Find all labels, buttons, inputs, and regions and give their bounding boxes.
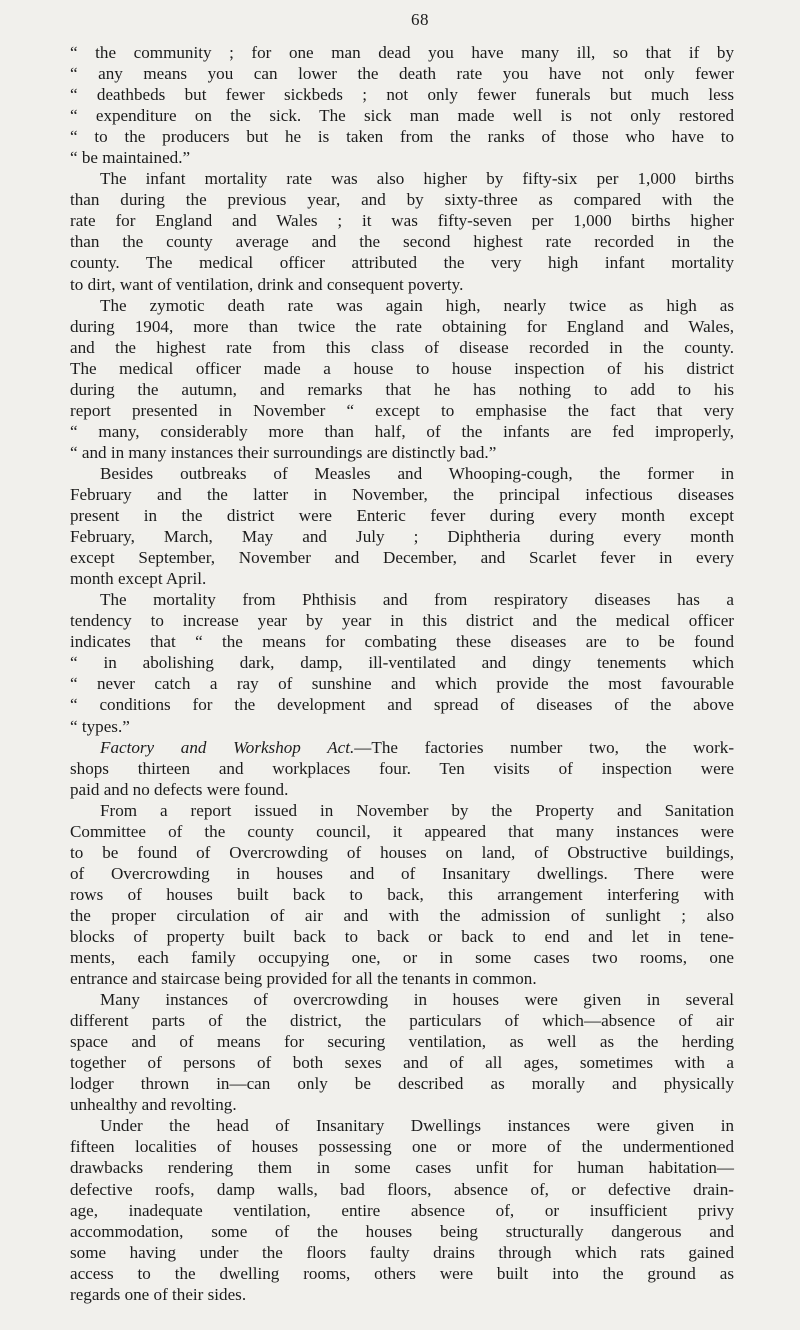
text-line: regards one of their sides. (70, 1284, 247, 1304)
text-line: “ types.” (70, 716, 130, 736)
text-line: rows of houses built back to back, this arrangement interfering with (70, 884, 734, 904)
text-line: The medical officer made a house to house inspection of his district (70, 358, 734, 378)
text-line: entrance and staircase being provided for all the tenants in common. (70, 969, 537, 989)
text-line: month except April. (70, 569, 207, 589)
text-line: report presented in November “ except to emphasise the fact that very (70, 400, 734, 420)
text-line: “ conditions for the development and spread of diseases of the above (70, 695, 734, 715)
text-line: than the county average and the second highest rate recorded in the (70, 232, 734, 252)
text-line: different parts of the district, the particulars of which—absence of air (70, 1011, 734, 1031)
text-fragment: —The factories number two, the work- (354, 737, 735, 757)
paragraph-infant-mortality (70, 168, 734, 294)
paragraph-zymotic-death-rate (70, 295, 734, 463)
text-line: unhealthy and revolting. (70, 1095, 237, 1115)
text-line: than during the previous year, and by sixty-three as compared with the (70, 190, 734, 210)
paragraph-phthisis-mortality (70, 589, 734, 736)
text-line: The zymotic death rate was again high, nearly twice as high as (100, 295, 734, 315)
text-line: except September, November and December, and Scarlet fever in every (70, 548, 734, 568)
text-line: space and of means for securing ventilation, as well as the herding (70, 1032, 734, 1052)
text-line: paid and no defects were found. (70, 779, 289, 799)
text-line: during 1904, more than twice the rate obtaining for England and Wales, (70, 316, 734, 336)
text-line: The mortality from Phthisis and from respiratory diseases has a (100, 590, 734, 610)
text-line: Under the head of Insanitary Dwellings instances were given in (100, 1116, 734, 1136)
text-line: “ to the producers but he is taken from the ranks of those who have to (70, 127, 734, 147)
text-line: to be found of Overcrowding of houses on land, of Obstructive buildings, (70, 842, 734, 862)
text-line: drawbacks rendering them in some cases unfit for human habitation— (70, 1158, 734, 1178)
text-line: rate for England and Wales ; it was fifty-seven per 1,000 births higher (70, 211, 734, 231)
text-line: “ deathbeds but fewer sickbeds ; not only fewer funerals but much less (70, 85, 734, 105)
text-line: to dirt, want of ventilation, drink and consequent poverty. (70, 274, 464, 294)
text-line: “ and in many instances their surroundings are distinctly bad.” (70, 442, 497, 462)
page-number: 68 (411, 10, 429, 29)
text-line: defective roofs, damp walls, bad floors, absence of, or defective drain- (70, 1179, 734, 1199)
text-line: indicates that “ the means for combating these diseases are to be found (70, 632, 734, 652)
text-line: “ never catch a ray of sunshine and which provide the most favourable (70, 674, 734, 694)
text-line: access to the dwelling rooms, others were built into the ground as (70, 1263, 734, 1283)
text-line: The infant mortality rate was also higher by fifty-six per 1,000 births (100, 169, 734, 189)
paragraph-overcrowding (70, 989, 734, 1115)
text-line: Besides outbreaks of Measles and Whooping-cough, the former in (100, 463, 734, 483)
text-line: fifteen localities of houses possessing one or more of the undermentioned (70, 1137, 734, 1157)
text-line: ments, each family occupying one, or in some cases two rooms, one (70, 948, 734, 968)
paragraph-property-sanitation-report (70, 800, 734, 989)
text-line: “ the community ; for one man dead you have many ill, so that if by (70, 43, 734, 62)
text-line: accommodation, some of the houses being structurally dangerous and (70, 1221, 734, 1241)
text-line: “ any means you can lower the death rate you have not only fewer (70, 64, 734, 84)
section-heading: Factory and Workshop Act. (100, 737, 355, 757)
text-line: blocks of property built back to back or back to end and let in tene- (70, 926, 734, 946)
text-line: and the highest rate from this class of disease recorded in the county. (70, 337, 734, 357)
text-line: tendency to increase year by year in this district and the medical officer (70, 611, 734, 631)
paragraph-insanitary-dwellings (70, 1115, 734, 1304)
text-line: age, inadequate ventilation, entire absence of, or insufficient privy (70, 1200, 734, 1220)
text-line: From a report issued in November by the Property and Sanitation (100, 800, 734, 820)
text-line: the proper circulation of air and with the admission of sunlight ; also (70, 905, 734, 925)
text-line: shops thirteen and workplaces four. Ten visits of inspection were (70, 758, 734, 778)
text-line: Many instances of overcrowding in houses were given in several (100, 990, 734, 1010)
paragraph-infectious-diseases (70, 463, 734, 589)
text-line: together of persons of both sexes and of all ages, sometimes with a (70, 1053, 734, 1073)
text-line: some having under the floors faulty drains through which rats gained (70, 1242, 734, 1262)
text-line: “ expenditure on the sick. The sick man made well is not only restored (70, 106, 734, 126)
paragraph-factory-workshop-act (70, 737, 734, 800)
text-line: present in the district were Enteric fever during every month except (70, 506, 734, 526)
text-line: county. The medical officer attributed the very high infant mortality (70, 253, 734, 273)
paragraph-quote-continuation (70, 42, 734, 168)
text-line (70, 737, 734, 758)
text-line: Committee of the county council, it appeared that many instances were (70, 821, 734, 841)
text-line: during the autumn, and remarks that he has nothing to add to his (70, 379, 734, 399)
text-line: February and the latter in November, the principal infectious diseases (70, 484, 734, 504)
text-line: “ be maintained.” (70, 148, 191, 168)
text-line: February, March, May and July ; Diphtheria during every month (70, 527, 734, 547)
text-line: “ in abolishing dark, damp, ill-ventilated and dingy tenements which (70, 653, 734, 673)
text-line: “ many, considerably more than half, of the infants are fed improperly, (70, 421, 734, 441)
text-line: of Overcrowding in houses and of Insanitary dwellings. There were (70, 863, 734, 883)
text-line: lodger thrown in—can only be described as morally and physically (70, 1074, 734, 1094)
